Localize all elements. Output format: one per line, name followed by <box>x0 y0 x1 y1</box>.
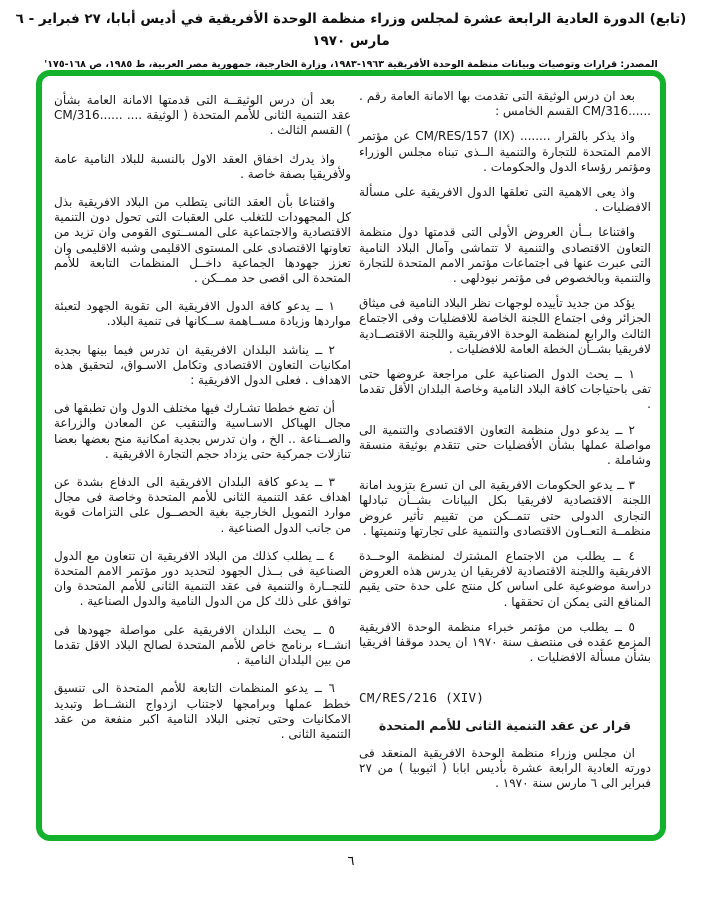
right-column <box>359 89 651 802</box>
paragraph: ١ ــ يحث الدول الصناعية على مراجعة عروضها حتى تفى باحتياجات كافة البلاد النامية وخاصة البلدان الأقل تقدما . <box>359 367 651 412</box>
paragraph: ٥ ــ يحث البلدان الافريقية على مواصلة جهودها فى انشــاء برنامج خاص للأمم المتحدة لصالح البلاد الاقل تقدما من بين البلدان النامية . <box>54 622 351 668</box>
paragraph: يؤكد من جديد تأييده لوجهات نظر البلاد النامية فى ميثاق الجزائر وفى اجتماع اللجنة الخاصة للافضليات وفى الاجتماع الثالث والرابع لمنظمة الوحدة الافريقية واللجنة الاقتصــادية لافريقيا بشــأن الخطة العامة للافضليات . <box>359 296 651 356</box>
paragraph: ٤ ــ يطلب من الاجتماع المشترك لمنظمة الوحــدة الافريقية واللجنة الاقتصادية لافريقيا ان يدرس هذه العروض دراسة موضوعية على اساس كل منتج على حدة حتى يقيم المنافع التى يمكن ان تحققها . <box>359 549 651 609</box>
paragraph: ٢ ــ يدعو دول منظمة التعاون الاقتصادى والتنمية الى مواصلة عملها بشأن الأفضليات حتى تتقدم بوثيقة منسقة وشاملة . <box>359 422 651 468</box>
page-number: ٦ <box>347 854 355 869</box>
paragraph: ٥ ــ يطلب من مؤتمر خبراء منظمة الوحدة الافريقية المزمع عقده فى منتصف سنة ١٩٧٠ ان يحدد موقفا افريقيا بشأن مسألة الافضليات . <box>359 619 651 665</box>
paragraph: ٢ ــ يناشد البلدان الافريقية ان تدرس فيما بينها بجدية امكانيات التعاون الاقتصادى وتكامل الاسـواق، لتحقيق هذه الاهداف . فعلى الدول الافريقية : <box>54 342 351 388</box>
session-title: (تابع) الدورة العادية الرابعة عشرة لمجلس وزراء منظمة الوحدة الأفريقية في أديس أبابا، ٢٧ فبراير - ٦ مارس ١٩٧٠ <box>15 11 687 49</box>
section-heading: قرار عن عقد التنمية الثانى للأمم المتحدة <box>378 717 632 733</box>
paragraph: واذ يعى الاهمية التى تعلقها الدول الافريقية على مسألة الافضليات . <box>359 185 651 215</box>
paragraph: ان مجلس وزراء منظمة الوحدة الافريقية المنعقد فى دورته العادية الرابعة عشرة بأديس ابابا ( اثيوبيا ) من ٢٧ فبراير الى ٦ مارس سنة ١٩٧٠ . <box>359 745 651 791</box>
content-frame <box>36 70 666 841</box>
paragraph: ٣ ــ يدعو كافة البلدان الافريقية الى الدفاع بشدة عن اهداف عقد التنمية الثانى للأمم المتحدة وخاصة فى مجال موارد التمويل الخارجية بغية الحصــول على التزامات قوية من جانب الدول الصناعية . <box>54 475 351 535</box>
paragraph: ٤ ــ يطلب كذلك من البلاد الافريقية ان تتعاون مع الدول الصناعية فى بــذل الجهود لتحديد دور مؤتمر الامم المتحدة للتجــارة والتنمية فى عقد التنمية الثانى للأمم المتحدة وان توافق على ذلك كل من الدول النامية والدول الصناعية . <box>54 548 351 609</box>
source-citation: المصدر: قرارات وتوصيات وبيانات منظمة الوحدة الأفريقية ١٩٦٣-١٩٨٣، وزارة الخارجية، جمهورية مصر العربية، ط ١٩٨٥، ص ١٦٨-١٧٥' <box>44 59 658 70</box>
paragraph: ١ ــ يدعو كافة الدول الافريقية الى تقوية الجهود لتعبئة مواردها وزيادة مســاهمة ســكانها فى تنمية البلاد. <box>54 299 351 329</box>
left-column <box>54 93 351 755</box>
paragraph: واقتناعا بــأن العروض الأولى التى قدمتها دول منظمة التعاون الاقتصادى والتنمية لا تتماشى وآمال البلاد النامية التى عبرت عنها فى اجتماعات مؤتمر الامم المتحدة للتجارة والتنمية وبالخصوص فى مؤتمر نيودلهى . <box>359 225 651 286</box>
paragraph: ٦ ــ يدعو المنظمات التابعة للأمم المتحدة الى تنسيق خطط عملها وبرامجها لاجتناب ازدواج النشــاط وتبديد الامكانيات وحتى تجنى البلاد النامية اكبر منفعة من عقد التنمية الثانى . <box>54 681 351 741</box>
paragraph: بعد أن درس الوثيقــة التى قدمتها الامانة العامة بشأن عقد التنمية الثانى للأمم المتحدة ( الوثيقة .... ......CM/316 ) القسم الثالث . <box>54 93 351 138</box>
paragraph: أن تضع خططا تشـارك فيها مختلف الدول وان تطبقها فى مجال الهياكل الاسـاسية والتنقيب عن المعادن والزراعة والصــناعة .. الخ ، وان تدرس بجدية امكانية منح بعضها بعضا تنازلات جمركية حتى يزداد حجم التجارة الافريقية . <box>54 401 351 461</box>
paragraph: واذ يذكر بالقرار ........ CM/RES/157 (IX) عن مؤتمر الامم المتحدة للتجارة والتنمية الــذى تبناه مجلس الوزراء ومؤتمر رؤساء الدول والحكومات . <box>359 129 651 174</box>
paragraph: بعد ان درس الوثيقة التى تقدمت بها الامانة العامة رقم . ......CM/316 القسم الخامس : <box>359 89 651 119</box>
paragraph: واذ يدرك اخفاق العقد الاول بالنسبة للبلاد النامية عامة ولأفريقيا بصفة خاصة . <box>54 151 351 181</box>
resolution-code: CM/RES/216 (XIV) <box>359 689 485 705</box>
page-header <box>0 8 702 72</box>
paragraph: واقتناعا بأن العقد الثانى يتطلب من البلاد الافريقية بذل كل المجهودات للتغلب على العقبات التى تحول دون التنمية الاقتصادية والاجتماعية على المســتوى القومى وان تزيد من تعاونها الاقتصادى على المستوى الاقليمى وشبه الاقليمى وان تعزز جهودها الجماعية داخــل المنظمات التابعة للأمم المتحدة الى اقصى حد ممــكن . <box>54 195 351 286</box>
paragraph: ٣ ــ يدعو الحكومات الافريقية الى ان تسرع بتزويد امانة اللجنة الاقتصادية لافريقيا بكل البيانات بشــأن تبادلها التجارى الدولى حتى تتمــكن من تقييم تأثير عروض منظمــة التعــاون الاقتصادى والتنمية على تجارتها وتنميتها . <box>359 478 651 538</box>
